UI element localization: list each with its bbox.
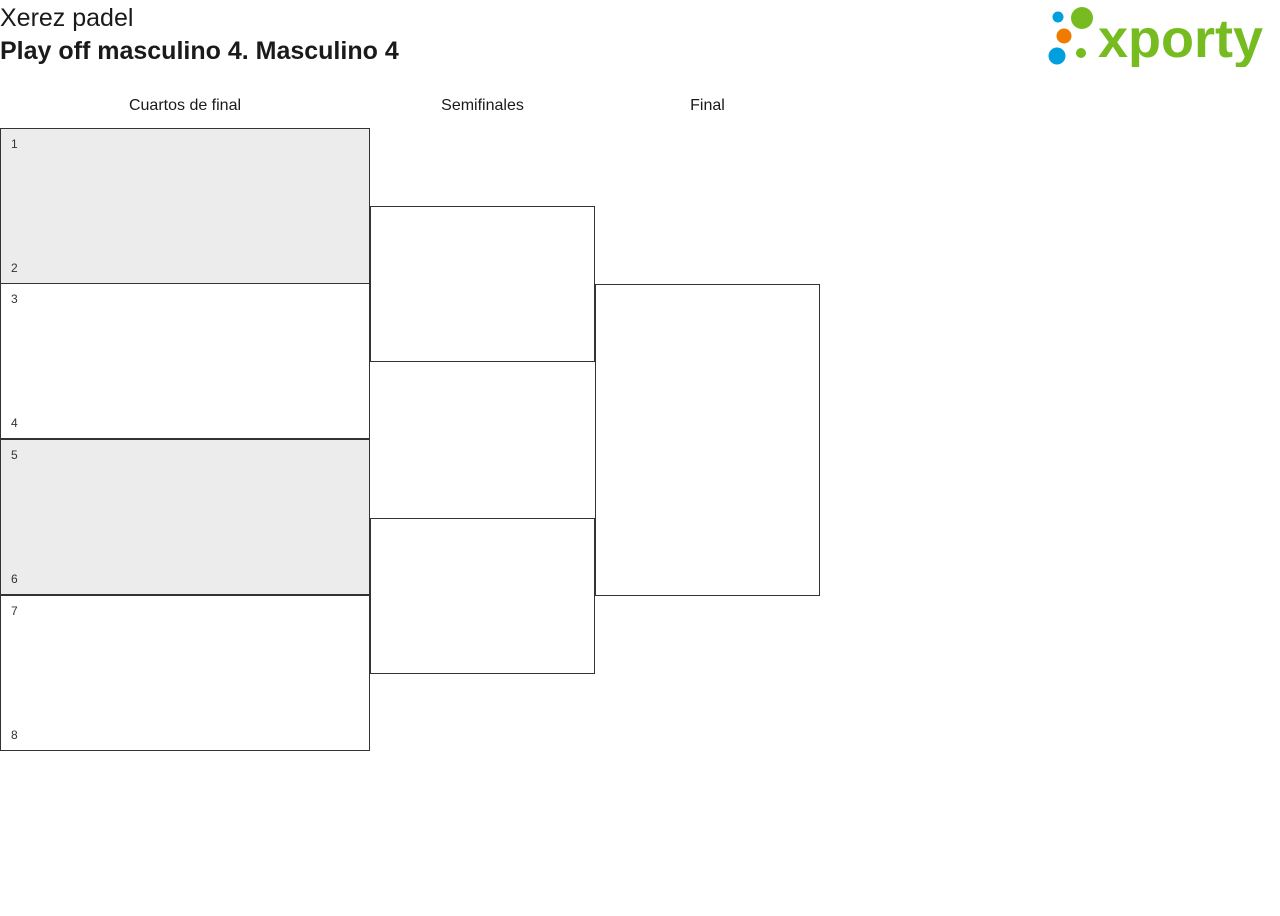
title-block [0, 2, 399, 68]
match-semifinal-2[interactable] [370, 518, 595, 674]
svg-text:xporty: xporty [1098, 9, 1264, 67]
match-final[interactable] [595, 284, 820, 596]
match-slot-bottom: 8 [11, 728, 18, 742]
match-semifinal-1[interactable] [370, 206, 595, 362]
match-quarterfinal-2[interactable] [0, 283, 370, 439]
match-slot-bottom: 6 [11, 572, 18, 586]
page-title: Xerez padel [0, 4, 134, 32]
match-slot-top: 3 [11, 292, 18, 306]
xporty-logo[interactable] [1046, 5, 1274, 67]
round-header-quarterfinals: Cuartos de final [128, 97, 242, 114]
page-header [0, 0, 1280, 80]
match-quarterfinal-3[interactable] [0, 439, 370, 595]
match-slot-top: 1 [11, 137, 18, 151]
round-header-final: Final [690, 97, 725, 114]
match-slot-top: 5 [11, 448, 18, 462]
page-subtitle: Play off masculino 4. Masculino 4 [0, 37, 399, 65]
round-header-semifinals: Semifinales [441, 97, 524, 114]
match-slot-bottom: 4 [11, 416, 18, 430]
match-slot-bottom: 2 [11, 261, 18, 275]
tournament-bracket [0, 88, 1280, 788]
match-quarterfinal-1[interactable] [0, 128, 370, 284]
match-slot-top: 7 [11, 604, 18, 618]
match-quarterfinal-4[interactable] [0, 595, 370, 751]
